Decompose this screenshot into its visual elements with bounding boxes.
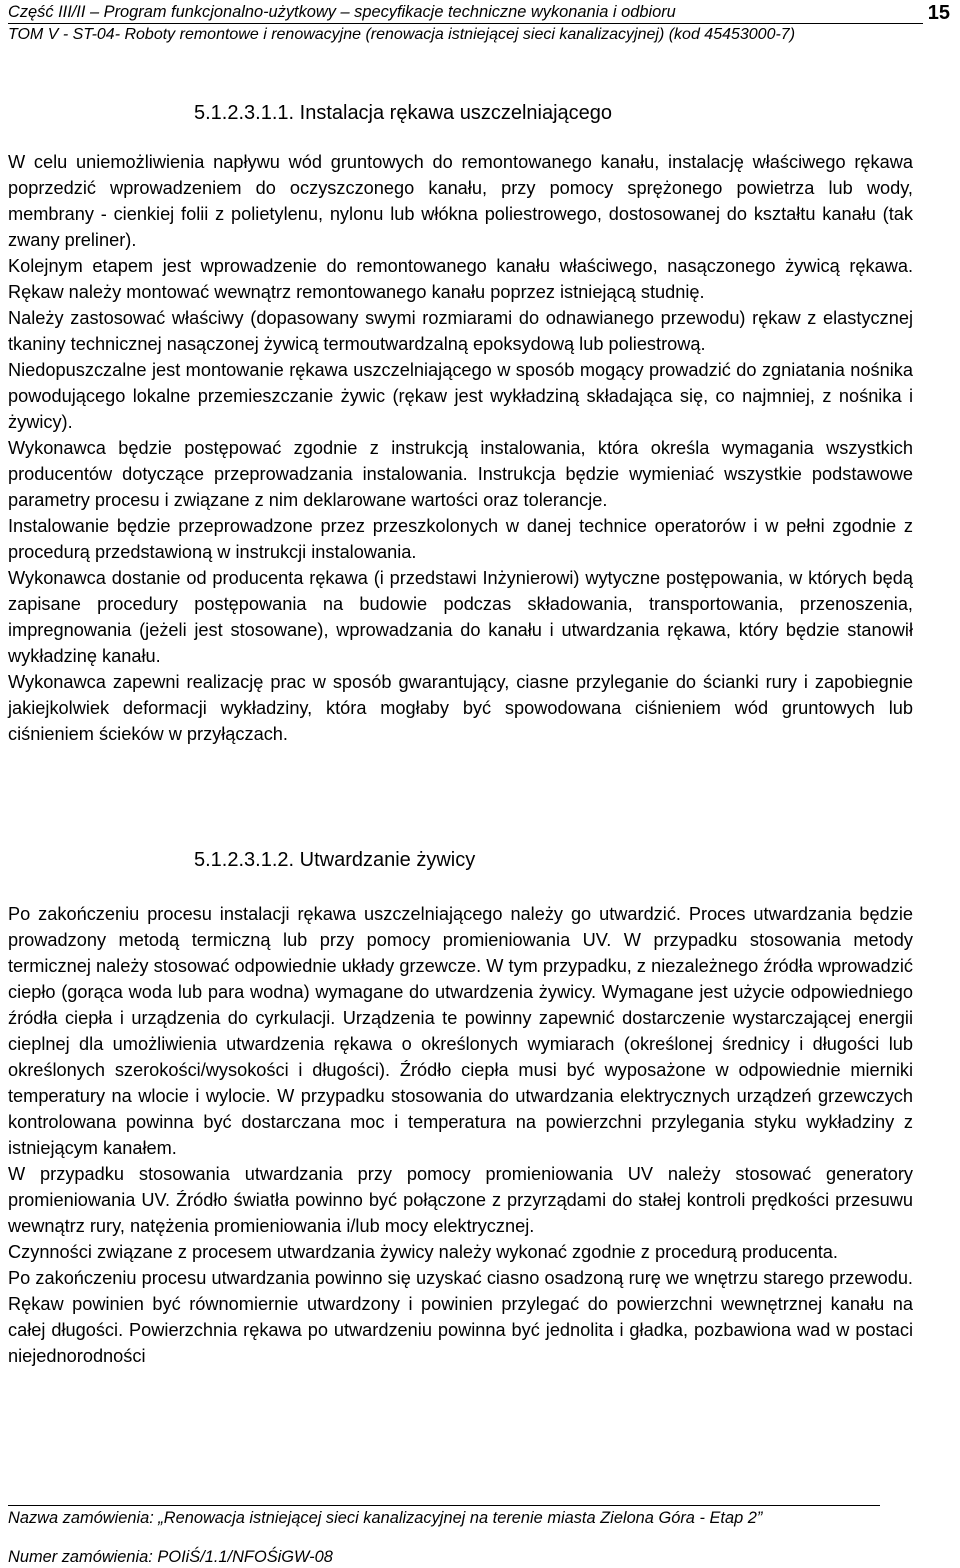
paragraph: Niedopuszczalne jest montowanie rękawa uszczelniającego w sposób mogący prowadzić do zgniatania nośnika powodującego lokalne przemieszczanie żywic (rękaw jest wykładziną składająca się, co najmniej, z nośnika i żywicy).: [8, 360, 913, 432]
footer-contract-number: Numer zamówienia: POIiŚ/1.1/NFOŚiGW-08: [8, 1548, 333, 1566]
paragraph: Po zakończeniu procesu utwardzania powinno się uzyskać ciasno osadzoną rurę we wnętrzu starego przewodu. Rękaw powinien być równomiernie utwardzony i powinien przylegać do powierzchni wewnętrznej kanału na całej długości. Powierzchnia rękawa po utwardzeniu powinna być jednolita i gładka, pozbawiona wad w postaci niejednorodności: [8, 1268, 913, 1366]
paragraph: W celu uniemożliwienia napływu wód gruntowych do remontowanego kanału, instalację właściwego rękawa poprzedzić wprowadzeniem do oczyszczonego kanału, przy pomocy sprężonego powietrza lub wody, membrany - cienkiej folii z polietylenu, nylonu lub włókna poliestrowego, dostosowanej do kształtu kanału (tak zwany preliner).: [8, 152, 913, 250]
paragraph: Kolejnym etapem jest wprowadzenie do remontowanego kanału właściwego, nasączonego żywicą rękawa. Rękaw należy montować wewnątrz remontowanego kanału poprzez istniejącą studnię.: [8, 256, 913, 302]
footer-divider: [8, 1505, 880, 1506]
footer-contract-name: Nazwa zamówienia: „Renowacja istniejącej sieci kanalizacyjnej na terenie miasta Zielona Góra - Etap 2”: [8, 1509, 763, 1527]
paragraph: W przypadku stosowania utwardzania przy pomocy promieniowania UV należy stosować generatory promieniowania UV. Źródło światła powinno być połączone z przyrządami do stałej kontroli prędkości przesuwu wewnątrz rury, natężenia promieniowania i/lub mocy elektrycznej.: [8, 1164, 913, 1236]
section-heading-installation: 5.1.2.3.1.1. Instalacja rękawa uszczelniającego: [194, 102, 613, 124]
header-volume-title: TOM V - ST-04- Roboty remontowe i renowacyjne (renowacja istniejącej sieci kanalizacyjnej) (kod 45453000-7): [8, 26, 796, 43]
paragraph: Należy zastosować właściwy (dopasowany swymi rozmiarami do odnawianego przewodu) rękaw z elastycznej tkaniny technicznej nasączonej żywicą termoutwardzalną epoksydową lub poliestrową.: [8, 308, 913, 354]
paragraph: Po zakończeniu procesu instalacji rękawa uszczelniającego należy go utwardzić. Proces utwardzania będzie prowadzony metodą termiczną lub przy pomocy promieniowania UV. W przypadku stosowania metody termicznej należy stosować odpowiednie układy grzewcze. W tym przypadku, z niezależnego źródła wprowadzić ciepło (gorąca woda lub para wodna) wymagane do utwardzenia żywicy. Wymagane jest użycie odpowiedniego źródła ciepła i urządzenia do cyrkulacji. Urządzenia te powinny zapewnić dostarczenie wystarczającej energii cieplnej dla umożliwienia utwardzenia rękawa o określonych wymiarach (określonej średnicy i długości lub określonych szerokości/wysokości i długości). Źródło ciepła musi być wyposażone w odpowiednie mierniki temperatury na wlocie i wylocie. W przypadku stosowania do utwardzania elektrycznych urządzeń grzewczych kontrolowana powinna być dostarczana moc i temperatura na powierzchni przylegania styku wykładziny z istniejącym kanałem.: [8, 904, 913, 1158]
page-footer: [8, 1507, 913, 1568]
section-body-installation: [8, 149, 913, 747]
paragraph: Instalowanie będzie przeprowadzone przez przeszkolonych w danej technice operatorów i w pełni zgodnie z procedurą przedstawioną w instrukcji instalowania.: [8, 516, 913, 562]
paragraph: Czynności związane z procesem utwardzania żywicy należy wykonać zgodnie z procedurą producenta.: [8, 1242, 838, 1262]
page-header: [8, 2, 923, 45]
paragraph: Wykonawca będzie postępować zgodnie z instrukcją instalowania, która określa wymagania wszystkich producentów dotyczące przeprowadzania instalowania. Instrukcja będzie wymieniać wszystkie podstawowe parametry procesu i związane z nim deklarowane wartości oraz tolerancje.: [8, 438, 913, 510]
paragraph: Wykonawca dostanie od producenta rękawa (i przedstawi Inżynierowi) wytyczne postępowania, w których będą zapisane procedury postępowania na budowie podczas składowania, transportowania, przenoszenia, impregnowania (jeżeli jest stosowane), wprowadzania do kanału i utwardzania rękawa, który będzie stanowił wykładzinę kanału.: [8, 568, 913, 666]
section-body-curing: [8, 901, 913, 1369]
page-number: 15: [927, 2, 950, 24]
header-document-part: Część III/II – Program funkcjonalno-użytkowy – specyfikacje techniczne wykonania i odbioru: [8, 2, 923, 24]
section-heading-curing: 5.1.2.3.1.2. Utwardzanie żywicy: [194, 849, 476, 871]
paragraph: Wykonawca zapewni realizację prac w sposób gwarantujący, ciasne przyleganie do ścianki rury i zapobiegnie jakiejkolwiek deformacji wykładziny, która mogłaby być spowodowana ciśnieniem wód gruntowych lub ciśnieniem ścieków w przyłączach.: [8, 672, 913, 744]
